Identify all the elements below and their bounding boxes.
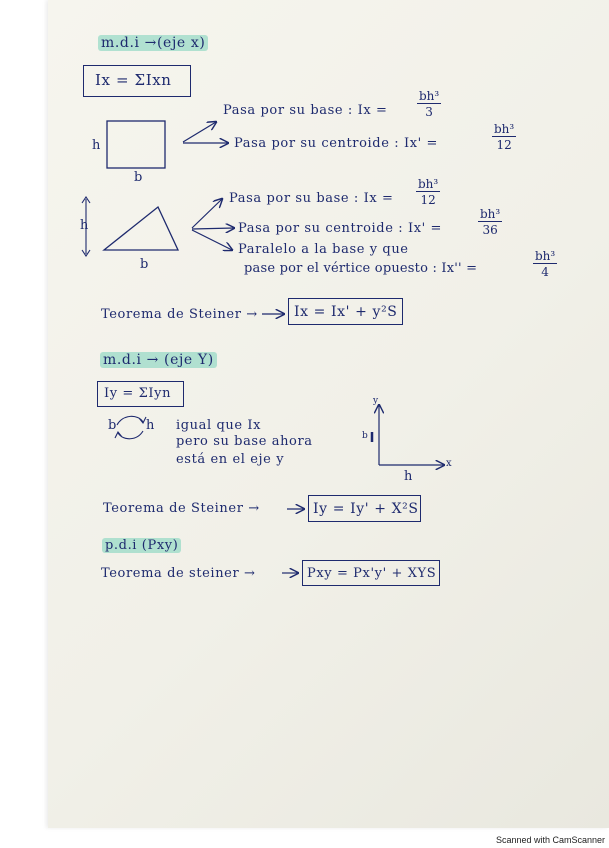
steiner-x-formula: Ix = Ix' + y²S	[294, 304, 398, 320]
triangle-base-den: 12	[420, 193, 436, 207]
rect-centroid-num: bh³	[494, 122, 515, 136]
arrow-rect-base	[183, 122, 216, 142]
steiner-x-label: Teorema de Steiner →	[101, 307, 258, 322]
rect-bottom-label: b	[134, 170, 143, 185]
triangle-base-fraction	[416, 178, 440, 206]
section-y-heading: m.d.i → (eje Y)	[100, 353, 217, 367]
axis-b-label: b	[362, 431, 369, 441]
triangle-centroid-den: 36	[482, 223, 498, 237]
triangle-shape	[104, 207, 178, 250]
rect-side-label: h	[92, 138, 101, 153]
rect-base-fraction	[417, 90, 441, 118]
sum-formula-x: Ix = ΣIxn	[95, 71, 172, 89]
steiner-y-label: Teorema de Steiner →	[103, 501, 260, 516]
axis-y-label: y	[373, 396, 379, 406]
triangle-base-num: bh³	[418, 177, 439, 191]
section-pxy-heading: p.d.i (Pxy)	[102, 539, 181, 552]
rect-base-num: bh³	[419, 89, 440, 103]
triangle-centroid-num: bh³	[480, 207, 501, 221]
rect-base-den: 3	[425, 105, 433, 119]
triangle-vertex-fraction	[533, 250, 557, 278]
swap-left-label: b	[108, 418, 117, 433]
axis-h-label: h	[404, 469, 413, 484]
camscanner-footer: Scanned with CamScanner	[495, 835, 605, 845]
arrow-tri-centroid	[192, 228, 234, 229]
swap-arrows	[115, 416, 146, 438]
triangle-bottom-label: b	[140, 257, 149, 272]
note-line3: está en el eje y	[176, 452, 285, 467]
rect-centroid-den: 12	[496, 138, 512, 152]
steiner-pxy-label: Teorema de steiner →	[101, 566, 256, 581]
triangle-base-label: Pasa por su base : Ix =	[229, 191, 394, 206]
axis-x-label: x	[446, 458, 453, 469]
triangle-centroid-fraction	[478, 208, 502, 236]
arrow-tri-vertex	[192, 230, 232, 250]
triangle-vertex-line2: pase por el vértice opuesto : Ix'' =	[244, 261, 478, 276]
rectangle-shape	[107, 121, 165, 168]
arrow-tri-base	[192, 199, 222, 228]
triangle-centroid-label: Pasa por su centroide : Ix' =	[238, 221, 443, 236]
section-x-heading: m.d.i →(eje x)	[98, 36, 208, 50]
triangle-vertex-line1: Paralelo a la base y que	[238, 242, 409, 257]
triangle-vertex-num: bh³	[535, 249, 556, 263]
swap-right-label: h	[146, 418, 155, 433]
rect-base-label: Pasa por su base : Ix =	[223, 103, 388, 118]
note-line1: igual que Ix	[176, 418, 262, 433]
note-line2: pero su base ahora	[176, 434, 313, 449]
triangle-side-label: h	[80, 218, 89, 233]
steiner-pxy-formula: Pxy = Px'y' + XYS	[307, 566, 437, 581]
rect-centroid-fraction	[492, 123, 516, 151]
rect-centroid-label: Pasa por su centroide : Ix' =	[234, 136, 439, 151]
steiner-y-formula: Iy = Iy' + X²S	[313, 501, 419, 517]
sum-formula-y: Iy = ΣIyn	[104, 386, 172, 401]
triangle-vertex-den: 4	[541, 265, 549, 279]
